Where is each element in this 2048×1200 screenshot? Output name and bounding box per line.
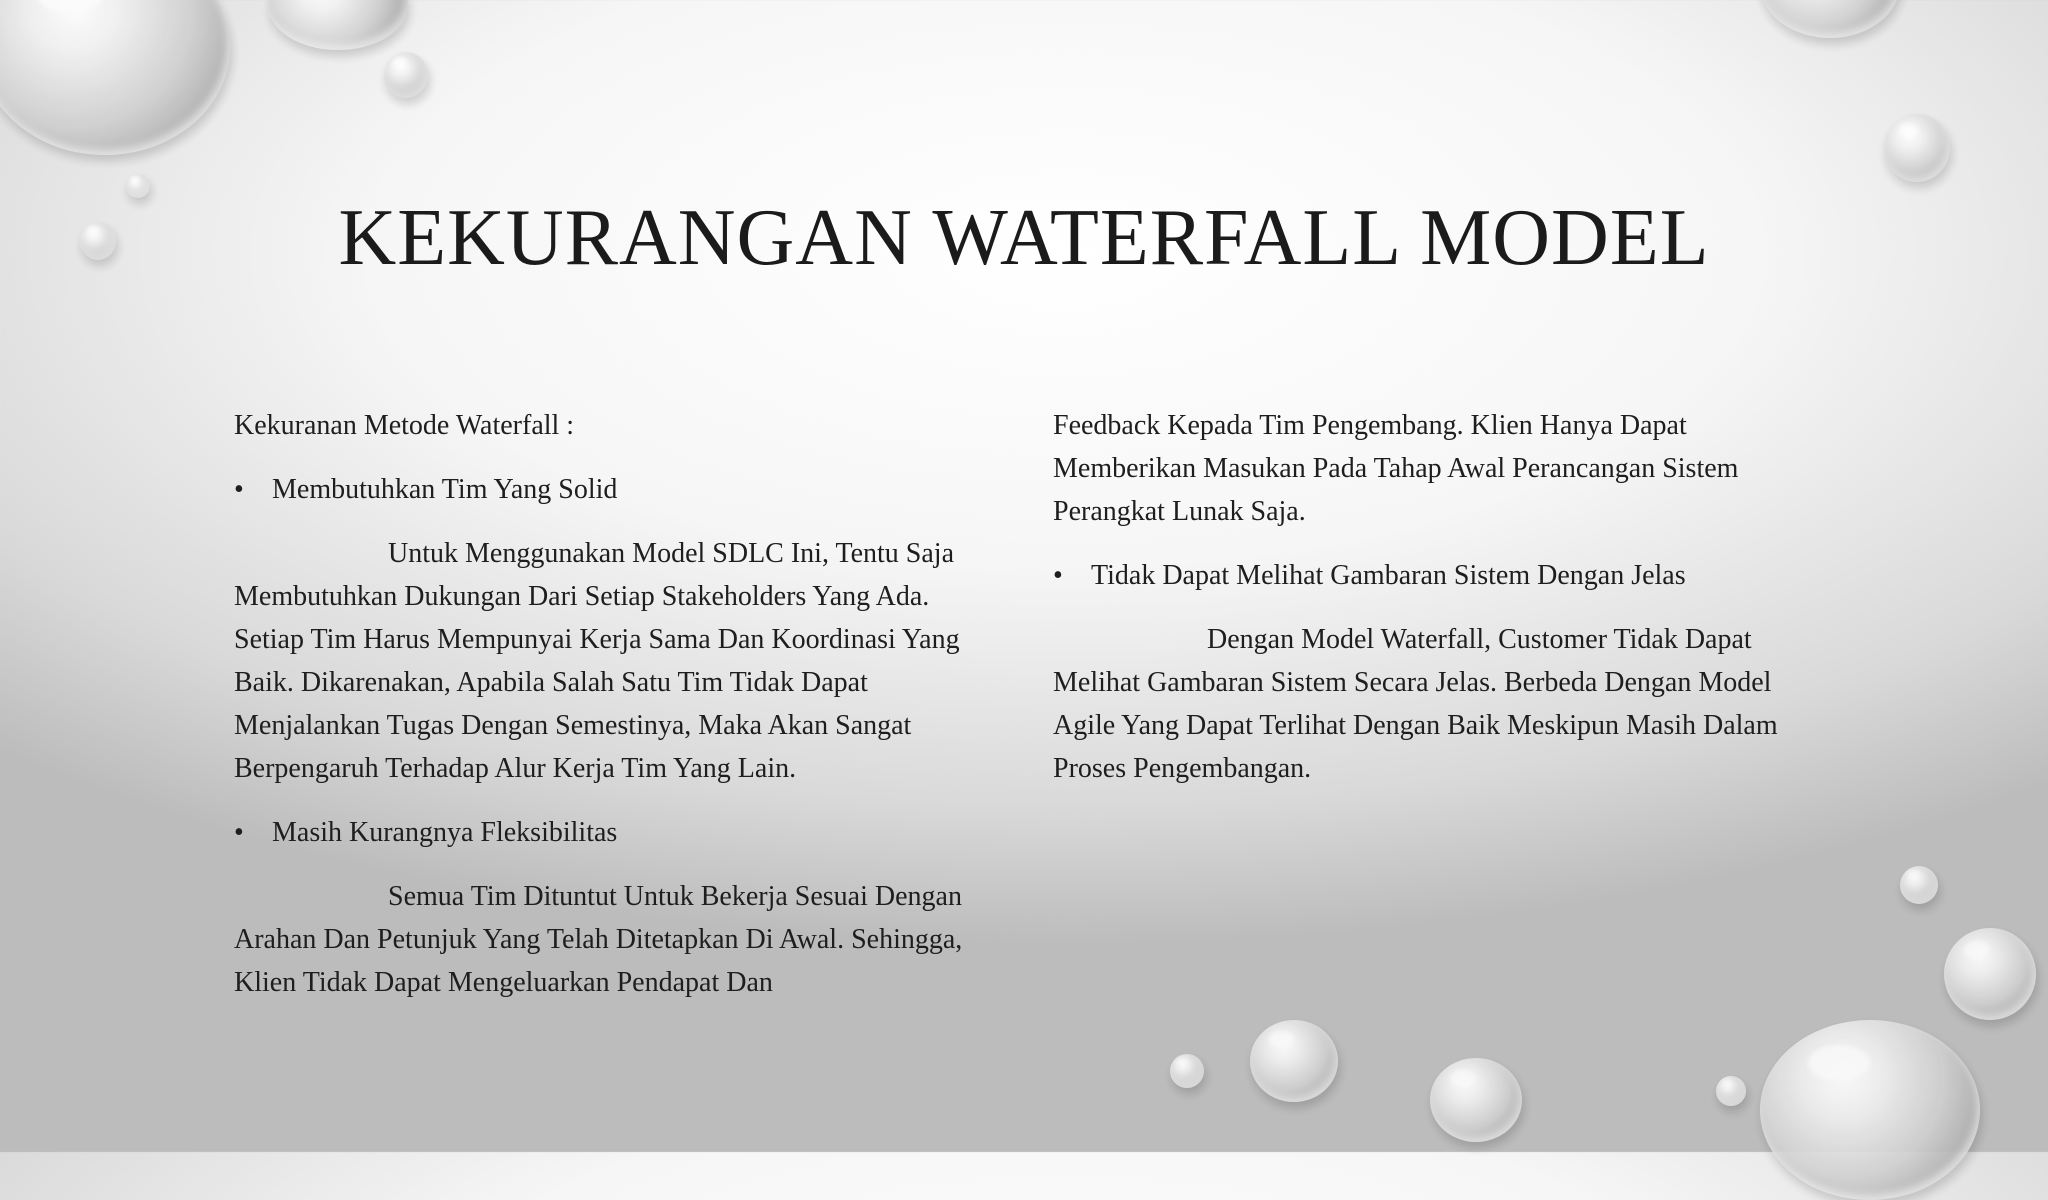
bullet-icon: • <box>234 817 244 848</box>
right-column <box>1053 404 1813 811</box>
water-drop-decoration <box>384 52 428 98</box>
water-drop-decoration <box>0 0 230 155</box>
water-drop-decoration <box>1716 1076 1746 1106</box>
water-drop-decoration <box>1944 928 2036 1020</box>
intro-text: Kekuranan Metode Waterfall : <box>234 410 575 441</box>
water-drop-decoration <box>1250 1020 1338 1102</box>
bullet-heading: Tidak Dapat Melihat Gambaran Sistem Dengan Jelas <box>1091 560 1686 591</box>
slide-title: KEKURANGAN WATERFALL MODEL <box>338 194 1710 282</box>
paragraph-3: Dengan Model Waterfall, Customer Tidak Dapat Melihat Gambaran Sistem Secara Jelas. Berbeda Dengan Model Agile Yang Dapat Terlihat Dengan Baik Meskipun Masih Dalam Proses Pengembangan. <box>1053 624 1778 784</box>
bullet-point-1 <box>234 468 1004 511</box>
water-drop-decoration <box>268 0 408 50</box>
water-drop-decoration <box>1170 1054 1204 1088</box>
water-drop-decoration <box>1430 1058 1522 1142</box>
water-drop-decoration <box>1760 0 1900 38</box>
bullet-icon: • <box>234 474 244 505</box>
water-drop-decoration <box>1760 1020 1980 1200</box>
paragraph-2-continuation: Feedback Kepada Tim Pengembang. Klien Hanya Dapat Memberikan Masukan Pada Tahap Awal Perancangan Sistem Perangkat Lunak Saja. <box>1053 410 1739 527</box>
bullet-point-2 <box>234 811 1004 854</box>
paragraph-1: Untuk Menggunakan Model SDLC Ini, Tentu Saja Membutuhkan Dukungan Dari Setiap Stakeholders Yang Ada. Setiap Tim Harus Mempunyai Kerja Sama Dan Koordinasi Yang Baik. Dikarenakan, Apabila Salah Satu Tim Tidak Dapat Menjalankan Tugas Dengan Semestinya, Maka Akan Sangat Berpengaruh Terhadap Alur Kerja Tim Yang Lain. <box>234 538 960 784</box>
bullet-icon: • <box>1053 560 1063 591</box>
left-column <box>234 404 1004 1025</box>
paragraph-2: Semua Tim Dituntut Untuk Bekerja Sesuai Dengan Arahan Dan Petunjuk Yang Telah Ditetapkan Di Awal. Sehingga, Klien Tidak Dapat Mengeluarkan Pendapat Dan <box>234 881 963 998</box>
water-drop-decoration <box>1900 866 1938 904</box>
water-drop-decoration <box>1884 114 1950 182</box>
bullet-heading: Masih Kurangnya Fleksibilitas <box>272 817 618 848</box>
bullet-heading: Membutuhkan Tim Yang Solid <box>272 474 618 505</box>
bullet-point-3 <box>1053 554 1813 597</box>
